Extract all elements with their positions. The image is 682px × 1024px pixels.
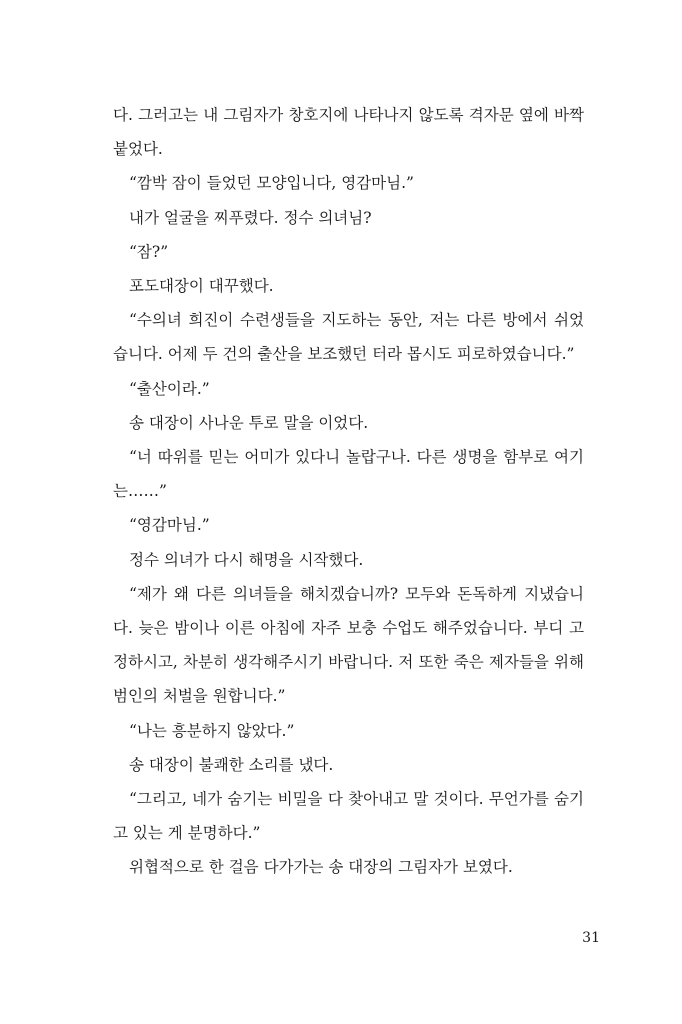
page-number: 31 xyxy=(582,930,600,946)
paragraph: 위협적으로 한 걸음 다가가는 송 대장의 그림자가 보였다. xyxy=(129,858,513,877)
paragraph: “수의녀 희진이 수련생들을 지도하는 동안, 저는 다른 방에서 쉬었습니다. 어제 두 건의 출산을 보조했던 터라 몹시도 피로하였습니다.” xyxy=(113,311,584,364)
paragraph: “깜박 잠이 들었던 모양입니다, 영감마님.” xyxy=(129,174,414,193)
paragraph: “영감마님.” xyxy=(129,516,210,535)
paragraph: “그리고, 네가 숨기는 비밀을 다 찾아내고 말 것이다. 무언가를 숨기고 있는 게 분명하다.” xyxy=(113,790,584,843)
paragraph: “출산이라.” xyxy=(129,379,210,398)
paragraph: 송 대장이 불쾌한 소리를 냈다. xyxy=(129,755,334,774)
paragraph: “제가 왜 다른 의녀들을 해치겠습니까? 모두와 돈독하게 지냈습니다. 늦은 밤이나 이른 아침에 자주 보충 수업도 해주었습니다. 부디 고정하시고, 차분히 생각해주시기 바랍니다. 저 또한 죽은 제자들을 위해 범인의 처벌을 원합니다.” xyxy=(113,584,584,706)
paragraph: “너 따위를 믿는 어미가 있다니 놀랍구나. 다른 생명을 함부로 여기는……” xyxy=(113,448,584,501)
paragraph: 정수 의녀가 다시 해명을 시작했다. xyxy=(129,550,364,569)
paragraph: 내가 얼굴을 찌푸렸다. 정수 의녀님? xyxy=(129,208,372,227)
paragraph: 송 대장이 사나운 투로 말을 이었다. xyxy=(129,413,369,432)
paragraph: “잠?” xyxy=(129,242,169,261)
paragraph: “나는 흥분하지 않았다.” xyxy=(129,721,295,740)
body-text xyxy=(113,98,584,885)
paragraph: 다. 그러고는 내 그림자가 창호지에 나타나지 않도록 격자문 옆에 바짝 붙었다. xyxy=(113,106,584,159)
paragraph: 포도대장이 대꾸했다. xyxy=(129,277,274,296)
